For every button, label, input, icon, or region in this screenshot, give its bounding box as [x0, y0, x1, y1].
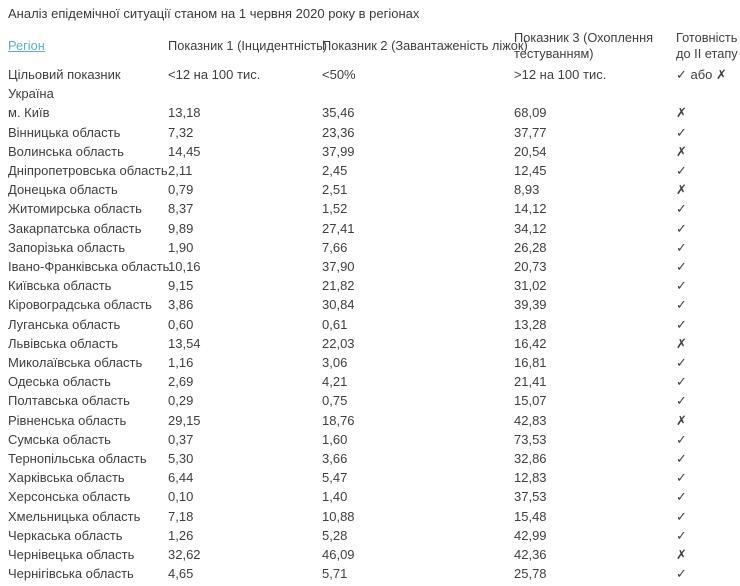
table-row: [8, 276, 740, 295]
indicator2-value: 1,52: [322, 201, 348, 217]
indicator3-value: 34,12: [514, 220, 547, 236]
indicator1-value: 14,45: [168, 143, 201, 159]
country-indicator3: [514, 84, 676, 103]
readiness-value: ✓: [676, 393, 687, 409]
indicator1-value: 29,15: [168, 412, 201, 428]
indicator1-value: 7,32: [168, 124, 194, 140]
indicator1-value: 9,89: [168, 220, 194, 236]
readiness-value: ✓: [676, 220, 687, 236]
table-row: [8, 372, 740, 391]
column-header-indicator3: Показник 3 (Охоплення тестуванням): [514, 30, 654, 61]
readiness-value: ✓: [676, 239, 687, 255]
table-row: [8, 219, 740, 238]
table-row: [8, 123, 740, 142]
indicator2-value: 23,36: [322, 124, 355, 140]
indicator3-value: 8,93: [514, 182, 540, 198]
table-row: [8, 507, 740, 526]
region-name: Запорізька область: [8, 239, 126, 255]
indicator1-value: 9,15: [168, 278, 194, 294]
indicator3-value: 42,83: [514, 412, 547, 428]
indicator2-value: 35,46: [322, 105, 355, 121]
indicator1-value: 13,18: [168, 105, 201, 121]
region-name: Волинська область: [8, 143, 124, 159]
table-row: [8, 391, 740, 410]
region-name: Сумська область: [8, 431, 111, 447]
readiness-value: ✓: [676, 489, 687, 505]
indicator2-value: 4,21: [322, 374, 348, 390]
readiness-value: ✗: [676, 143, 687, 159]
table-row: [8, 353, 740, 372]
indicator3-value: 32,86: [514, 451, 547, 467]
table-row: [8, 564, 740, 583]
region-name: Одеська область: [8, 374, 111, 390]
region-name: Харківська область: [8, 470, 125, 486]
readiness-value: ✓: [676, 278, 687, 294]
country-indicator1: [168, 84, 322, 103]
readiness-value: ✓: [676, 566, 687, 582]
country-row-label: Україна: [8, 86, 54, 102]
indicator3-value: 12,45: [514, 163, 547, 179]
indicator2-value: 21,82: [322, 278, 355, 294]
region-name: Кіровоградська область: [8, 297, 152, 313]
indicator1-value: 13,54: [168, 335, 201, 351]
indicator1-value: 2,11: [168, 163, 193, 179]
indicator3-value: 13,28: [514, 316, 547, 332]
indicator2-value: 1,40: [322, 489, 348, 505]
indicator2-value: 30,84: [322, 297, 355, 313]
indicator3-value: 37,77: [514, 124, 547, 140]
table-row: [8, 103, 740, 122]
region-column-link[interactable]: Регіон: [8, 38, 45, 53]
indicator2-value: 37,99: [322, 143, 355, 159]
indicator1-value: 4,65: [168, 566, 194, 582]
region-name: Львівська область: [8, 335, 119, 351]
indicator1-value: 0,79: [168, 182, 194, 198]
region-name: Чернігівська область: [8, 566, 134, 582]
table-row: [8, 238, 740, 257]
readiness-value: ✗: [676, 335, 687, 351]
indicator3-value: 16,42: [514, 335, 547, 351]
indicator1-value: 3,86: [168, 297, 194, 313]
readiness-value: ✗: [676, 105, 687, 121]
indicator1-value: 0,10: [168, 489, 194, 505]
readiness-value: ✓: [676, 297, 687, 313]
table-row: [8, 411, 740, 430]
readiness-value: ✗: [676, 547, 687, 563]
table-header-row: [8, 27, 740, 65]
indicator3-value: 25,78: [514, 566, 547, 582]
readiness-value: ✓: [676, 527, 687, 543]
table-row: [8, 334, 740, 353]
country-indicator2: [322, 84, 514, 103]
indicator2-value: 5,28: [322, 527, 348, 543]
indicator3-value: 68,09: [514, 105, 547, 121]
indicator3-value: 14,12: [514, 201, 547, 217]
indicator1-value: 5,30: [168, 451, 194, 467]
indicator1-value: 0,37: [168, 431, 194, 447]
indicator1-value: 32,62: [168, 547, 201, 563]
indicator2-value: 5,47: [322, 470, 348, 486]
indicator2-value: 18,76: [322, 412, 355, 428]
readiness-value: ✓: [676, 451, 687, 467]
indicator1-value: 1,16: [168, 355, 194, 371]
readiness-value: ✓: [676, 355, 687, 371]
region-name: Дніпропетровська область: [8, 163, 168, 179]
column-header-indicator1: Показник 1 (Інцидентність): [168, 38, 328, 53]
region-name: Хмельницька область: [8, 508, 141, 524]
indicator1-value: 10,16: [168, 259, 201, 275]
indicator2-value: 2,51: [322, 182, 348, 198]
indicator2-value: 0,75: [322, 393, 348, 409]
region-name: Тернопільська область: [8, 451, 147, 467]
indicator2-value: 2,45: [322, 163, 348, 179]
target-indicator3: >12 на 100 тис.: [514, 67, 607, 82]
region-name: Черкаська область: [8, 527, 123, 543]
indicator2-value: 5,71: [322, 566, 348, 582]
readiness-value: ✓: [676, 201, 687, 217]
target-readiness: ✓ або ✗: [676, 67, 727, 82]
readiness-value: ✓: [676, 259, 687, 275]
region-name: Полтавська область: [8, 393, 130, 409]
region-name: Івано-Франківська область: [8, 259, 170, 275]
table-row: [8, 545, 740, 564]
table-row: [8, 199, 740, 218]
indicator1-value: 6,44: [168, 470, 194, 486]
table-row: [8, 487, 740, 506]
indicator3-value: 16,81: [514, 355, 547, 371]
epidemic-table: [8, 27, 740, 583]
region-name: Закарпатська область: [8, 220, 142, 236]
indicator2-value: 7,66: [322, 239, 348, 255]
region-name: Рівненська область: [8, 412, 127, 428]
table-row: [8, 295, 740, 314]
indicator2-value: 27,41: [322, 220, 355, 236]
region-name: Київська область: [8, 278, 112, 294]
readiness-value: ✓: [676, 316, 687, 332]
table-row: [8, 257, 740, 276]
indicator2-value: 46,09: [322, 547, 355, 563]
readiness-value: ✓: [676, 431, 687, 447]
table-row: [8, 142, 740, 161]
readiness-value: ✓: [676, 470, 687, 486]
region-name: Вінницька область: [8, 124, 121, 140]
readiness-value: ✓: [676, 124, 687, 140]
indicator1-value: 0,29: [168, 393, 194, 409]
table-body: [8, 103, 740, 583]
indicator1-value: 8,37: [168, 201, 194, 217]
region-name: Житомирська область: [8, 201, 142, 217]
indicator3-value: 15,07: [514, 393, 547, 409]
indicator2-value: 1,60: [322, 431, 348, 447]
indicator3-value: 15,48: [514, 508, 547, 524]
readiness-value: ✗: [676, 412, 687, 428]
region-name: м. Київ: [8, 105, 50, 121]
column-header-indicator2: Показник 2 (Завантаженість ліжок): [322, 38, 528, 53]
table-row: [8, 315, 740, 334]
target-values-row: [8, 65, 740, 84]
table-row: [8, 526, 740, 545]
indicator3-value: 42,99: [514, 527, 547, 543]
indicator2-value: 10,88: [322, 508, 355, 524]
indicator2-value: 22,03: [322, 335, 355, 351]
country-readiness: [676, 84, 740, 103]
indicator1-value: 1,26: [168, 527, 194, 543]
page-title: Аналіз епідемічної ситуації станом на 1 червня 2020 року в регіонах: [8, 6, 420, 21]
target-indicator2: <50%: [322, 67, 356, 82]
table-row: [8, 430, 740, 449]
indicator1-value: 1,90: [168, 239, 194, 255]
target-indicator1: <12 на 100 тис.: [168, 67, 261, 82]
readiness-value: ✗: [676, 182, 687, 198]
table-row: [8, 468, 740, 487]
table-row: [8, 161, 740, 180]
indicator2-value: 3,06: [322, 355, 348, 371]
region-name: Миколаївська область: [8, 355, 143, 371]
column-header-region: [8, 38, 168, 54]
indicator1-value: 7,18: [168, 508, 194, 524]
region-name: Чернівецька область: [8, 547, 135, 563]
table-row: [8, 449, 740, 468]
indicator3-value: 20,54: [514, 143, 547, 159]
indicator2-value: 3,66: [322, 451, 348, 467]
indicator1-value: 0,60: [168, 316, 194, 332]
indicator1-value: 2,69: [168, 374, 194, 390]
indicator3-value: 31,02: [514, 278, 547, 294]
indicator3-value: 73,53: [514, 431, 547, 447]
region-name: Донецька область: [8, 182, 118, 198]
readiness-value: ✓: [676, 163, 687, 179]
indicator2-value: 0,61: [322, 316, 348, 332]
indicator3-value: 20,73: [514, 259, 547, 275]
readiness-value: ✓: [676, 374, 687, 390]
indicator3-value: 26,28: [514, 239, 547, 255]
indicator3-value: 42,36: [514, 547, 547, 563]
indicator3-value: 39,39: [514, 297, 547, 313]
target-row-label: Цільовий показник: [8, 67, 121, 82]
country-row: [8, 84, 740, 103]
column-header-readiness: Готовність до II етапу: [676, 30, 738, 61]
region-name: Херсонська область: [8, 489, 131, 505]
readiness-value: ✓: [676, 508, 687, 524]
indicator3-value: 21,41: [514, 374, 547, 390]
indicator3-value: 37,53: [514, 489, 547, 505]
indicator3-value: 12,83: [514, 470, 547, 486]
indicator2-value: 37,90: [322, 259, 355, 275]
table-row: [8, 180, 740, 199]
region-name: Луганська область: [8, 316, 121, 332]
